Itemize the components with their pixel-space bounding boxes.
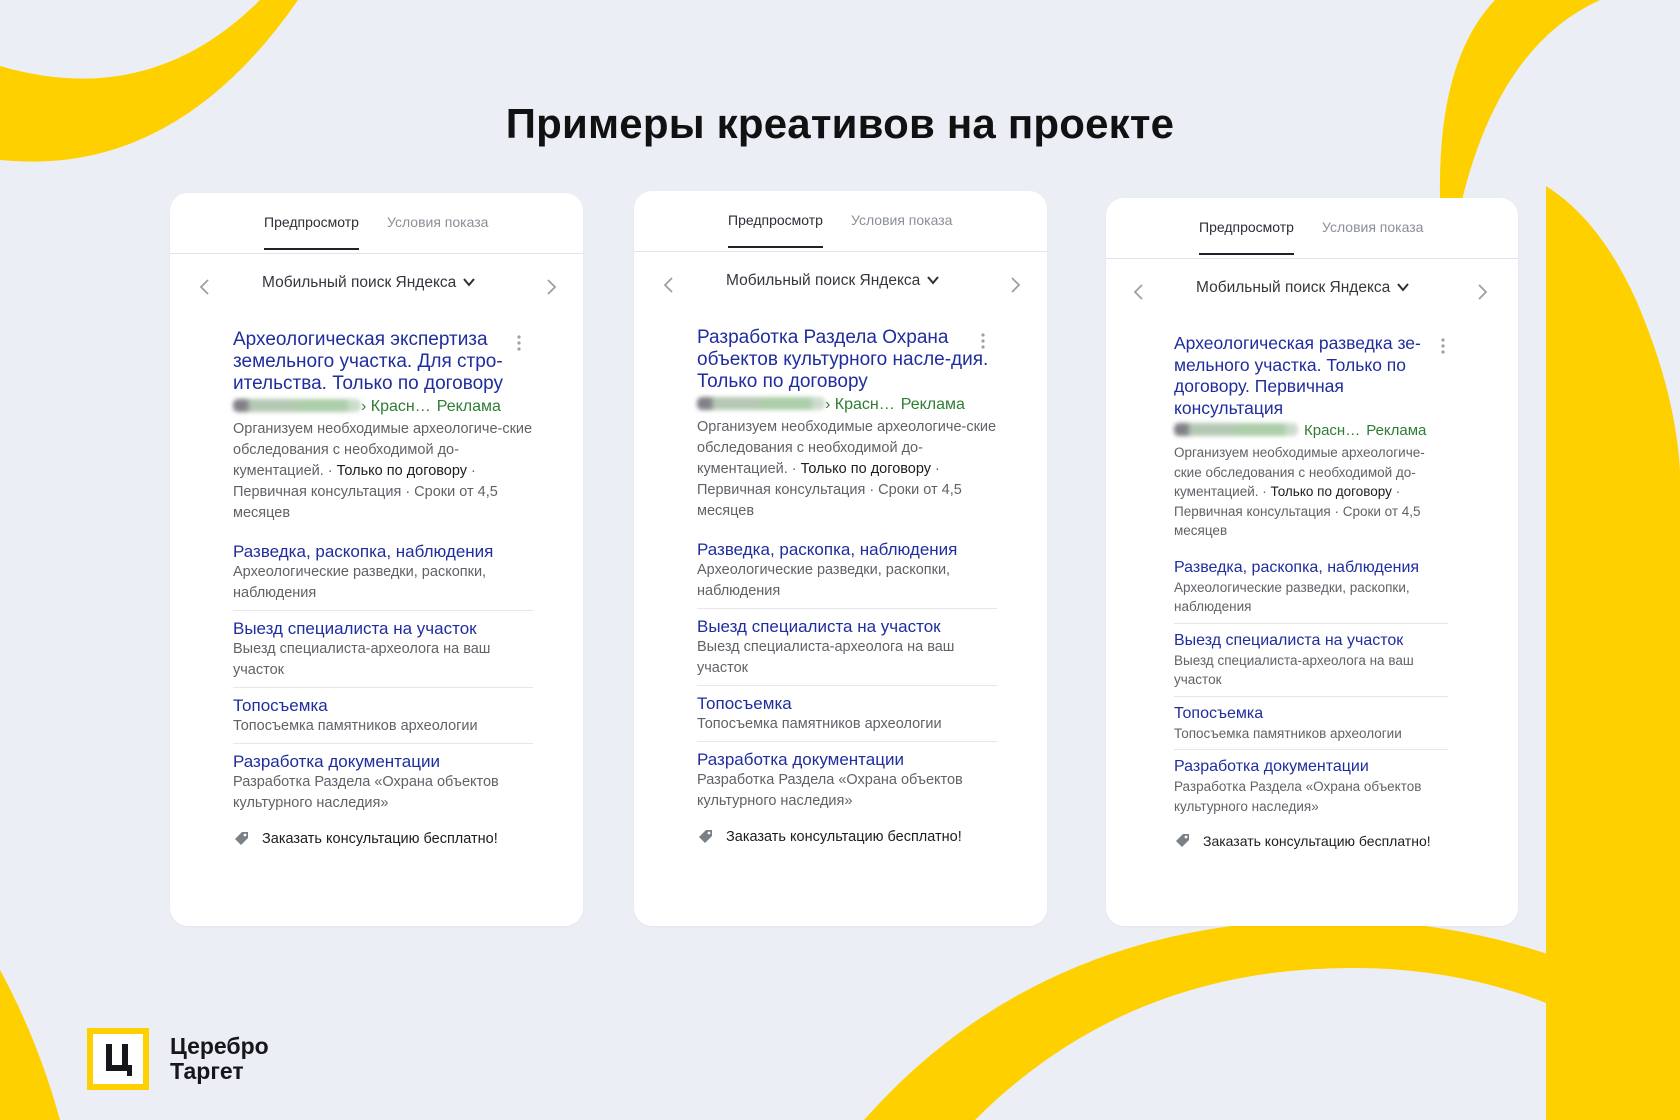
ad-snippet: [170, 318, 583, 847]
blurred-domain: [233, 399, 361, 412]
ad-description-highlight: Только по договору: [1270, 484, 1392, 499]
ad-description-text: Организуем необходимые археологиче-ские обследования с необходимой до-кументацией. ·: [1174, 445, 1425, 499]
sitelink: [233, 611, 533, 688]
surface-dropdown-label: Мобильный поиск Яндекса: [1196, 279, 1391, 296]
sitelink: [233, 744, 533, 820]
sitelink-description: Выезд специалиста-археолога на ваш участок: [1174, 652, 1414, 687]
promo-text[interactable]: Заказать консультацию бесплатно!: [1203, 832, 1431, 849]
ad-description-text: Организуем необходимые археологиче-ские обследования с необходимой до-кументацией. ·: [697, 419, 997, 477]
tab-preview[interactable]: Предпросмотр: [264, 214, 359, 250]
ad-label: Реклама: [436, 398, 501, 415]
sitelink-description: Топосъемка памятников археологии: [233, 718, 478, 734]
blurred-domain: [697, 397, 825, 410]
sitelink-title[interactable]: Разведка, раскопка, наблюдения: [1174, 558, 1420, 576]
surface-dropdown-label: Мобильный поиск Яндекса: [262, 274, 457, 291]
chevron-down-icon: [462, 275, 476, 289]
tab-preview[interactable]: Предпросмотр: [728, 212, 823, 248]
sitelink-title[interactable]: Выезд специалиста на участок: [697, 617, 941, 636]
logo-letter-glyph: [103, 1042, 135, 1078]
sitelink-description: Выезд специалиста-археолога на ваш участок: [233, 641, 491, 678]
sitelink: [697, 609, 997, 686]
sitelinks: [233, 534, 533, 820]
promo-line: [697, 828, 997, 845]
surface-navigation: [634, 252, 1047, 316]
ad-preview-card-2: [634, 191, 1047, 926]
logo-line-1: Церебро: [170, 1033, 269, 1059]
page-title: Примеры креативов на проекте: [505, 100, 1175, 147]
blurred-domain: [1174, 423, 1298, 436]
preview-tabs: [634, 191, 1047, 252]
logo-text: [170, 1034, 269, 1084]
tab-preview[interactable]: Предпросмотр: [1199, 219, 1294, 255]
sitelink: [1174, 551, 1448, 624]
sitelink-title[interactable]: Разработка документации: [233, 752, 440, 771]
sitelink-description: Топосъемка памятников археологии: [1174, 725, 1402, 741]
chevron-left-icon[interactable]: [194, 276, 216, 298]
sitelink-title[interactable]: Топосъемка: [1174, 704, 1264, 722]
url-path[interactable]: › Красн…: [361, 398, 431, 415]
ad-label: Реклама: [900, 396, 965, 413]
sitelink: [233, 534, 533, 611]
surface-dropdown-label: Мобильный поиск Яндекса: [726, 272, 921, 289]
chevron-left-icon[interactable]: [658, 274, 680, 296]
ad-preview-card-3: [1106, 198, 1518, 926]
ad-description-text-end: · Первичная консультация · Сроки от 4,5 месяцев: [1174, 484, 1421, 538]
surface-navigation: [170, 254, 583, 318]
sitelink: [1174, 624, 1448, 697]
ad-title[interactable]: Археологическая разведка зе-мельного участка. Только по договору. Первичная консультация: [1174, 333, 1421, 418]
sitelink-title[interactable]: Топосъемка: [697, 694, 792, 713]
promo-text[interactable]: Заказать консультацию бесплатно!: [726, 828, 962, 845]
ad-title[interactable]: Разработка Раздела Охрана объектов культурного насле-дия. Только по договору: [697, 327, 989, 392]
chevron-right-icon[interactable]: [540, 276, 562, 298]
ad-url-line: [233, 397, 533, 417]
chevron-down-icon: [926, 273, 940, 287]
sitelink-title[interactable]: Разработка документации: [1174, 758, 1369, 775]
chevron-right-icon[interactable]: [1004, 274, 1026, 296]
ad-title[interactable]: Археологическая экспертиза земельного участка. Для стро-ительства. Только по договору: [233, 329, 504, 394]
surface-navigation: [1106, 259, 1518, 323]
ad-url-line: [1174, 421, 1448, 441]
tag-icon: [1174, 832, 1191, 849]
logo-mark: [87, 1028, 149, 1090]
surface-dropdown[interactable]: [726, 272, 940, 290]
sitelink-title[interactable]: Разведка, раскопка, наблюдения: [697, 540, 958, 559]
ad-description: [1174, 443, 1448, 541]
sitelink-description: Топосъемка памятников археологии: [697, 716, 942, 732]
tag-icon: [697, 828, 714, 845]
more-vertical-icon[interactable]: [980, 332, 986, 350]
sitelink-title[interactable]: Разработка документации: [697, 750, 904, 769]
ad-snippet: [1106, 323, 1518, 849]
promo-line: [1174, 832, 1448, 849]
sitelink: [697, 686, 997, 742]
chevron-left-icon[interactable]: [1128, 281, 1150, 303]
ad-snippet: [634, 316, 1047, 845]
ad-description-highlight: Только по договору: [336, 463, 468, 479]
ad-preview-card-1: [170, 193, 583, 926]
tag-icon: [233, 830, 250, 847]
sitelink-description: Археологические разведки, раскопки, наблюдения: [233, 564, 487, 601]
sitelink: [697, 742, 997, 818]
ad-description: [697, 417, 997, 522]
more-vertical-icon[interactable]: [516, 334, 522, 352]
sitelink: [697, 532, 997, 609]
ad-url-line: [697, 395, 997, 415]
ad-label: Реклама: [1366, 422, 1427, 439]
promo-text[interactable]: Заказать консультацию бесплатно!: [262, 830, 498, 847]
sitelink-description: Выезд специалиста-археолога на ваш участок: [697, 639, 955, 676]
sitelink-title[interactable]: Топосъемка: [233, 696, 328, 715]
logo-line-2: Таргет: [170, 1058, 244, 1084]
more-vertical-icon[interactable]: [1440, 337, 1446, 355]
tab-conditions[interactable]: Условия показа: [1322, 219, 1424, 235]
sitelinks: [697, 532, 997, 818]
chevron-right-icon[interactable]: [1471, 281, 1493, 303]
surface-dropdown[interactable]: [262, 274, 476, 292]
ad-description-highlight: Только по договору: [800, 461, 932, 477]
tab-conditions[interactable]: Условия показа: [851, 212, 953, 228]
ad-description-text-end: · Первичная консультация · Сроки от 4,5 месяцев: [697, 461, 962, 519]
sitelink-description: Разработка Раздела «Охрана объектов культурного наследия»: [233, 774, 499, 811]
sitelinks: [1174, 551, 1448, 823]
sitelink-title[interactable]: Разведка, раскопка, наблюдения: [233, 542, 494, 561]
ad-description: [233, 419, 533, 524]
url-path[interactable]: Красн…: [1304, 422, 1361, 439]
ad-description-text-end: · Первичная консультация · Сроки от 4,5 месяцев: [233, 463, 498, 521]
preview-tabs: [170, 193, 583, 254]
preview-tabs: [1106, 198, 1518, 259]
promo-line: [233, 830, 533, 847]
chevron-down-icon: [1396, 280, 1410, 294]
tab-conditions[interactable]: Условия показа: [387, 214, 489, 230]
surface-dropdown[interactable]: [1196, 279, 1410, 297]
brand-logo: [87, 1028, 269, 1090]
sitelink: [1174, 750, 1448, 822]
sitelink-description: Разработка Раздела «Охрана объектов культурного наследия»: [1174, 779, 1422, 814]
sitelink-title[interactable]: Выезд специалиста на участок: [1174, 631, 1404, 649]
sitelink: [233, 688, 533, 744]
sitelink-title[interactable]: Выезд специалиста на участок: [233, 619, 477, 638]
sitelink-description: Археологические разведки, раскопки, наблюдения: [1174, 579, 1410, 614]
url-path[interactable]: › Красн…: [825, 396, 895, 413]
sitelink-description: Археологические разведки, раскопки, наблюдения: [697, 562, 951, 599]
sitelink: [1174, 697, 1448, 751]
sitelink-description: Разработка Раздела «Охрана объектов культурного наследия»: [697, 772, 963, 809]
ad-description-text: Организуем необходимые археологиче-ские обследования с необходимой до-кументацией. ·: [233, 421, 533, 479]
